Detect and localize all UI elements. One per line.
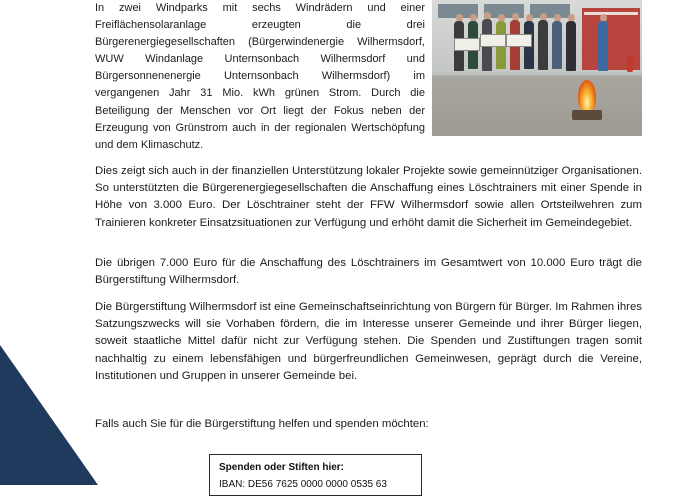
donation-iban[interactable]: IBAN: DE56 7625 0000 0000 0535 63	[219, 479, 387, 490]
photo-cheque-sign	[506, 34, 532, 47]
photo-cheque-sign	[454, 38, 480, 51]
photo-person	[598, 21, 608, 71]
donation-box	[209, 454, 422, 496]
decorative-corner-triangle	[0, 345, 98, 485]
paragraph-funding: Die übrigen 7.000 Euro für die Anschaffung des Löschtrainers im Gesamtwert von 10.000 Euro trägt die Bürgerstiftung Wilhermsdorf.	[95, 257, 642, 287]
photo-door-stripe	[584, 12, 638, 15]
photo-person	[552, 21, 562, 69]
photo-extinguisher	[627, 56, 633, 72]
photo-person	[566, 21, 576, 71]
photo-fire-trainer-tray	[572, 110, 602, 120]
group-photo	[432, 0, 642, 136]
paragraph-call-to-donate: Falls auch Sie für die Bürgerstiftung helfen und spenden möchten:	[95, 418, 429, 430]
paragraph-foundation: Die Bürgerstiftung Wilhermsdorf ist eine Gemeinschaftseinrichtung von Bürgern für Bürger. Im Rahmen ihres Satzungszwecks will sie Vorhaben fördern, die im Interesse unserer Gemeinde und ihrer Bürger liegen, soweit staatliche Mittel dafür nicht zur Verfügung stehen. Die Spenden und Zustiftungen tragen somit nachhaltig zu einem lebensfähigen und bürgerfreundlichen Gemeinwesen, geprägt durch die Vereine, Institutionen und Gruppen in unserer Gemeinde bei.	[95, 301, 642, 382]
donation-title: Spenden oder Stiften hier:	[219, 462, 345, 473]
photo-cheque-sign	[480, 34, 506, 47]
photo-person	[538, 20, 548, 70]
photo-fire	[578, 80, 596, 112]
intro-paragraph: In zwei Windparks mit sechs Windrädern und einer Freiflächensolaranlage erzeugten die drei Bürgerenergiegesellschaften (Bürgerwindenergie Wilhermsdorf, WUW Windanlage Unternsonbach Wilhermsdorf und Bürgersonnenenergie Unternsonbach Wilhermsdorf) im vergangenen Jahr 31 Mio. kWh grünen Strom. Durch die Beteiligung der Menschen vor Ort liegt der Fokus neben der Erzeugung von Grünstrom auch in der regionalen Wertschöpfung und dem Klimaschutz.	[95, 2, 425, 151]
photo-window	[530, 4, 570, 18]
paragraph-support: Dies zeigt sich auch in der finanziellen Unterstützung lokaler Projekte sowie gemeinnütziger Organisationen. So unterstützten die Bürgerenergiegesellschaften die Anschaffung eines Löschtrainers mit einer Spende in Höhe von 3.000 Euro. Der Löschtrainer steht der FFW Wilhermsdorf sowie allen Ortsteilwehren zum Trainieren konkreter Einsatzsituationen zur Verfügung und erhöht damit die Sicherheit im Gemeindegebiet.	[95, 165, 642, 229]
